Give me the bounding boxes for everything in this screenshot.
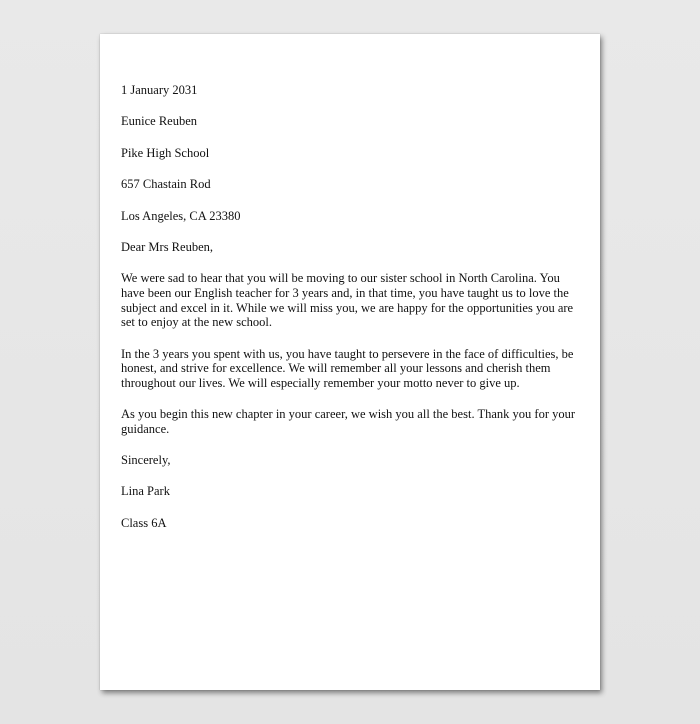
sender-class: Class 6A [121, 515, 167, 530]
body-paragraph-3: As you begin this new chapter in your career, we wish you all the best. Thank you for your guidance. [121, 407, 576, 436]
recipient-city: Los Angeles, CA 23380 [121, 208, 241, 223]
salutation: Dear Mrs Reuben, [121, 239, 213, 254]
sender-name: Lina Park [121, 484, 170, 499]
recipient-school: Pike High School [121, 145, 210, 160]
document-page [100, 34, 600, 690]
recipient-street: 657 Chastain Rod [121, 177, 211, 192]
closing: Sincerely, [121, 453, 171, 468]
letter-body [121, 83, 581, 547]
body-paragraph-2: In the 3 years you spent with us, you have taught to persevere in the face of difficulties, be honest, and strive for excellence. We will remember all your lessons and cherish them throughout our lives. We will especially remember your motto never to give up. [121, 346, 574, 390]
letter-date: 1 January 2031 [121, 83, 198, 97]
body-paragraph-1: We were sad to hear that you will be moving to our sister school in North Carolina. You have been our English teacher for 3 years and, in that time, you have taught us to love the subject and excel in it. While we will miss you, we are happy for the opportunities you are set to enjoy at the new school. [121, 271, 574, 330]
recipient-name: Eunice Reuben [121, 114, 198, 129]
